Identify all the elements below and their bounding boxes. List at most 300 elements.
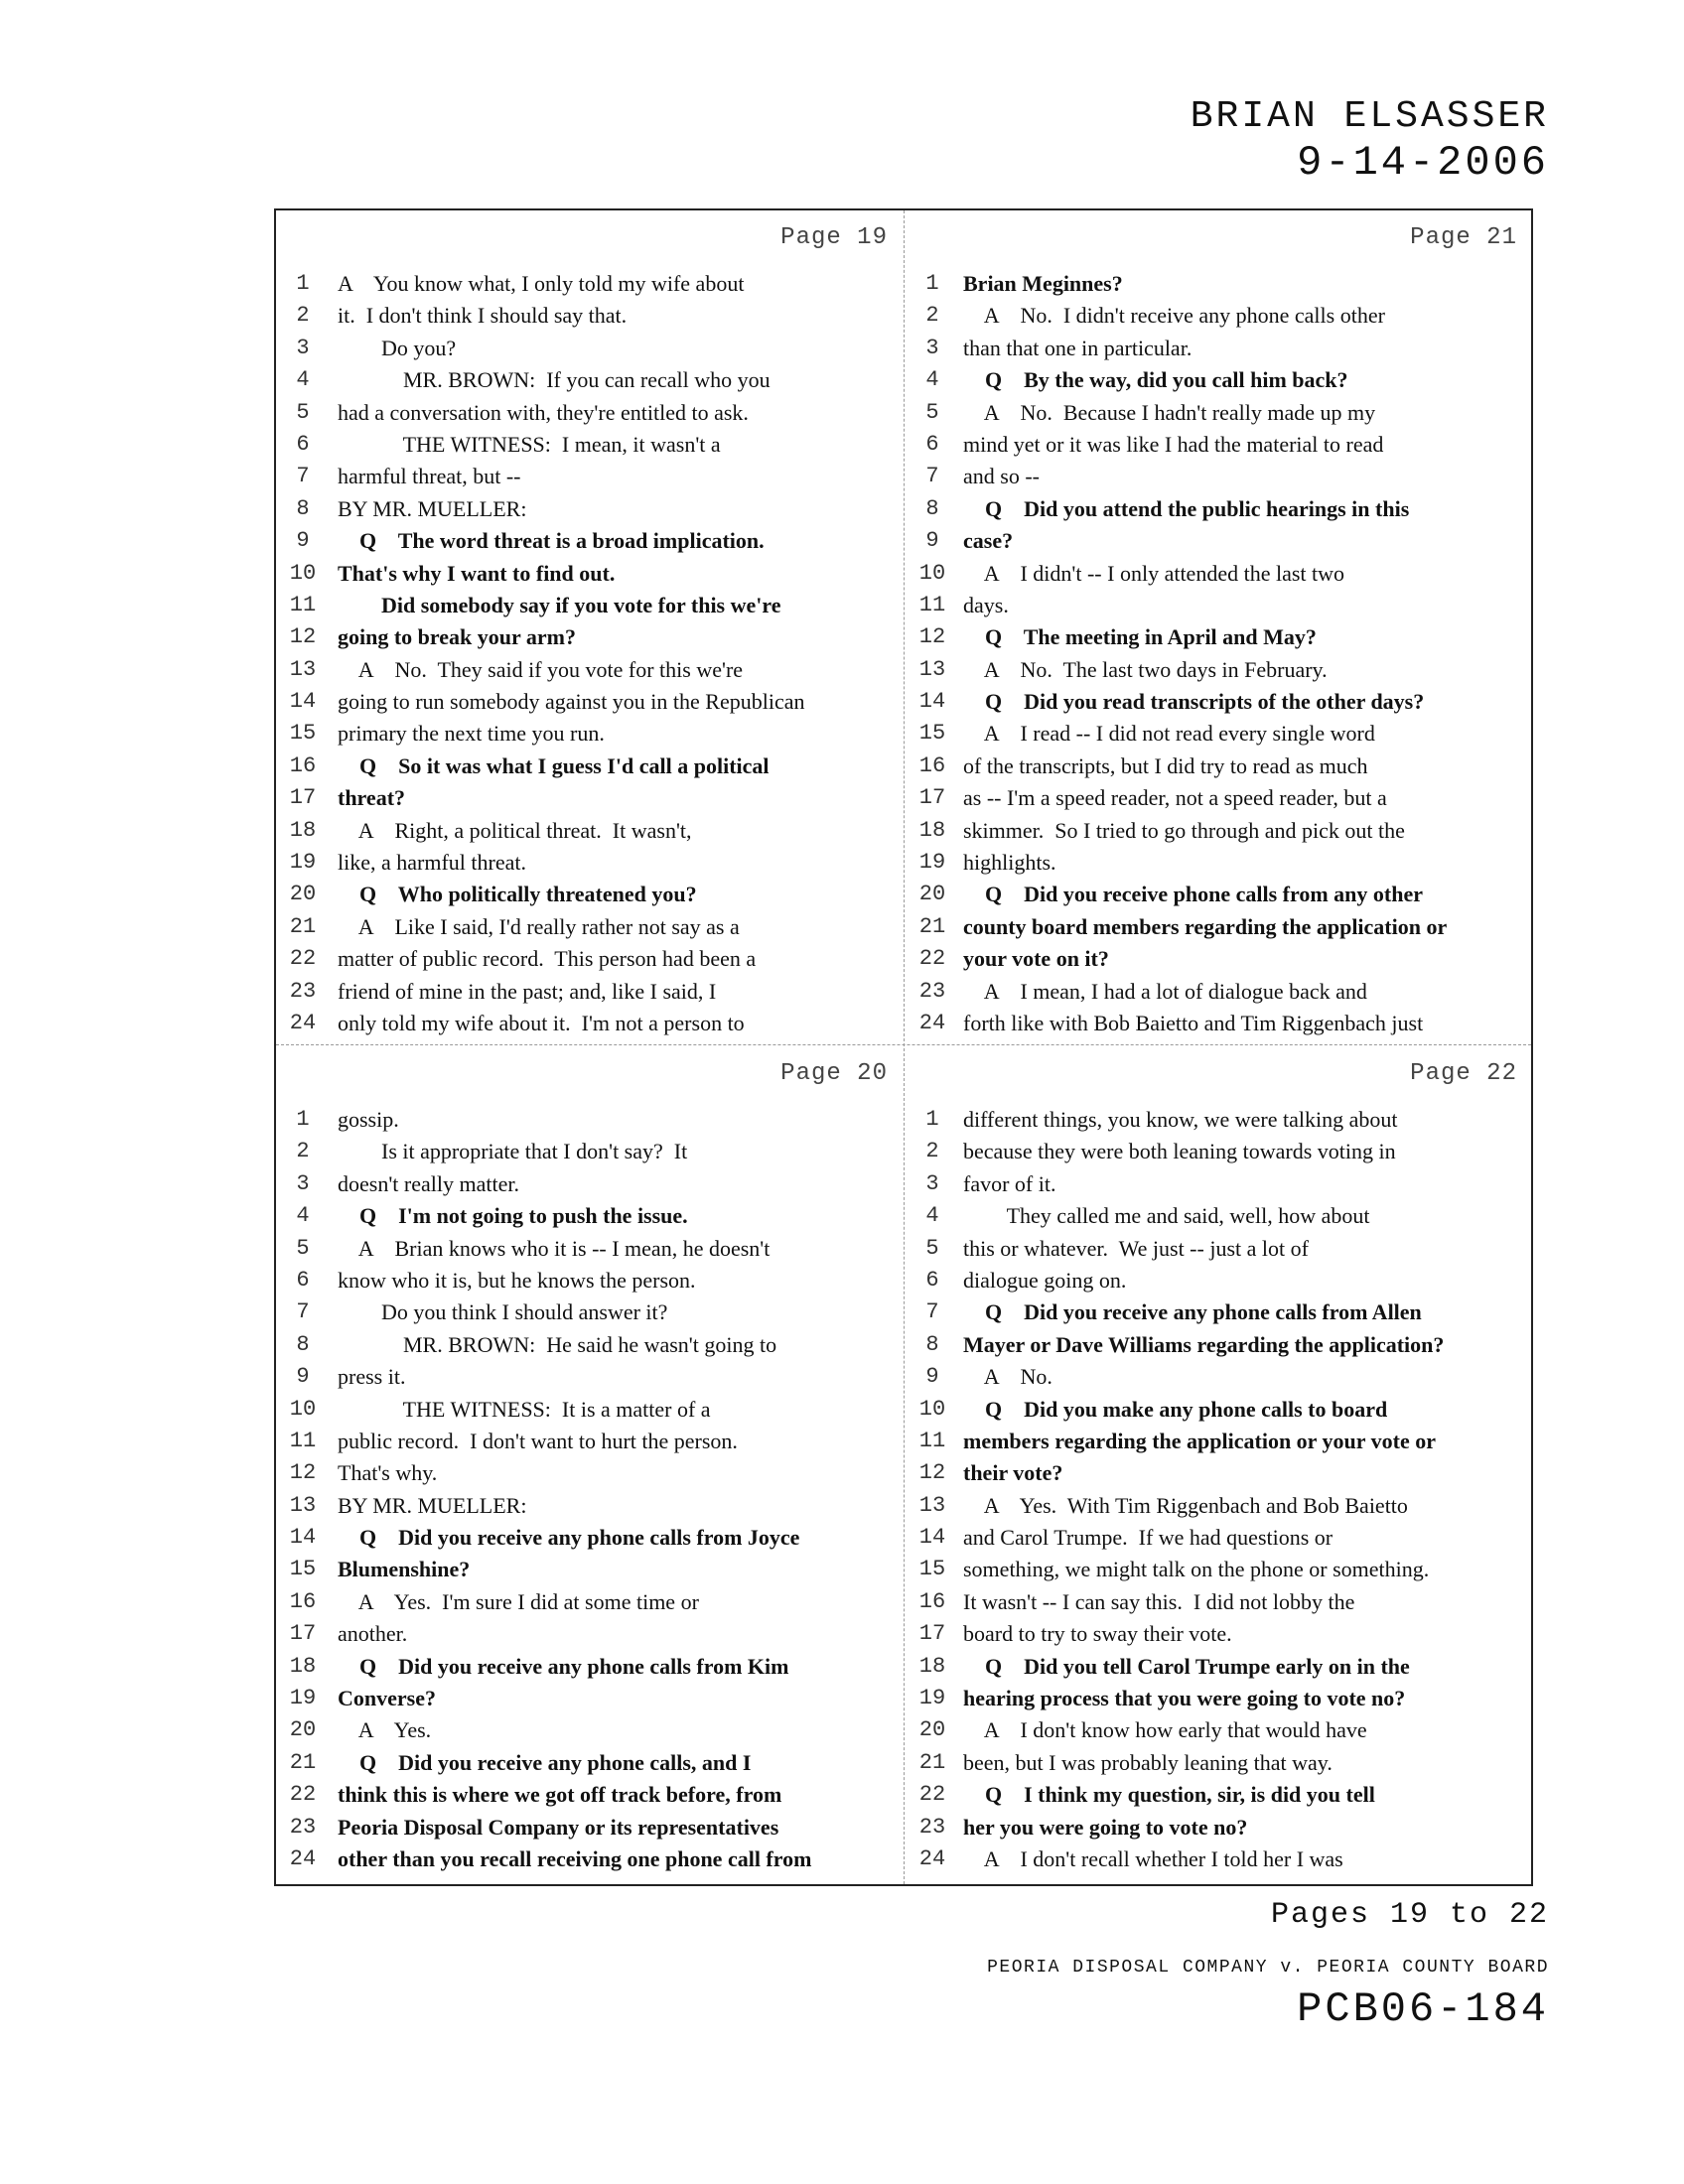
line-text: matter of public record. This person had been a	[338, 946, 757, 972]
line-number: 17	[289, 785, 317, 811]
transcript-line	[276, 1779, 900, 1811]
transcript-line	[906, 879, 1529, 910]
line-number: 22	[289, 1782, 317, 1808]
line-number: 3	[296, 335, 310, 360]
transcript-line	[276, 493, 900, 525]
transcript-line	[276, 1490, 900, 1522]
line-text: harmful threat, but --	[338, 464, 521, 489]
line-number: 16	[918, 752, 946, 778]
line-number: 17	[918, 785, 946, 811]
transcript-line	[276, 558, 900, 590]
line-text: of the transcripts, but I did try to read as much	[963, 752, 1368, 778]
page-number: Page 19	[780, 224, 888, 251]
line-text: and so --	[963, 464, 1040, 489]
line-text: Q I think my question, sir, is did you tell	[963, 1782, 1375, 1808]
line-text: know who it is, but he knows the person.	[338, 1267, 696, 1293]
line-number: 23	[289, 978, 317, 1004]
line-text: A Yes.	[338, 1717, 432, 1743]
line-text: A Brian knows who it is -- I mean, he doesn't	[338, 1235, 771, 1261]
line-number: 5	[925, 1235, 939, 1261]
transcript-line	[906, 525, 1529, 557]
line-number: 11	[289, 592, 317, 617]
line-number: 5	[925, 399, 939, 425]
transcript-line	[906, 911, 1529, 943]
line-text: case?	[963, 528, 1014, 554]
transcript-line	[906, 976, 1529, 1008]
transcript-line	[276, 268, 900, 300]
transcript-line	[906, 847, 1529, 879]
line-text: board to try to sway their vote.	[963, 1621, 1232, 1647]
line-number: 21	[918, 913, 946, 939]
line-text: forth like with Bob Baietto and Tim Riggenbach just	[963, 1010, 1424, 1035]
line-text: A No.	[963, 1364, 1052, 1390]
line-number: 2	[296, 303, 310, 329]
line-number: 12	[918, 624, 946, 650]
transcript-line	[276, 1683, 900, 1714]
line-text: think this is where we got off track before, from	[338, 1782, 782, 1808]
line-text: Q So it was what I guess I'd call a political	[338, 752, 770, 778]
transcript-line	[906, 1812, 1529, 1843]
line-number: 9	[925, 528, 939, 554]
line-text: A I don't know how early that would have	[963, 1717, 1367, 1743]
transcript-line	[906, 300, 1529, 332]
line-text: going to run somebody against you in the Republican	[338, 689, 805, 715]
transcript-line	[906, 1714, 1529, 1746]
line-text: Brian Meginnes?	[963, 271, 1123, 296]
line-text: Mayer or Dave Williams regarding the application?	[963, 1331, 1445, 1357]
line-text: doesn't really matter.	[338, 1170, 519, 1196]
line-number: 24	[289, 1845, 317, 1871]
line-number: 19	[289, 850, 317, 876]
transcript-line	[276, 686, 900, 718]
transcript-line	[276, 364, 900, 396]
line-number: 7	[925, 464, 939, 489]
line-number: 13	[289, 656, 317, 682]
line-number: 17	[918, 1621, 946, 1647]
line-number: 6	[296, 431, 310, 457]
line-text: their vote?	[963, 1460, 1063, 1486]
transcript-line	[906, 397, 1529, 429]
transcript-line	[906, 782, 1529, 814]
line-number: 9	[296, 528, 310, 554]
transcript-line	[276, 1361, 900, 1393]
transcript-line	[276, 1714, 900, 1746]
line-number: 16	[918, 1588, 946, 1614]
line-text: Converse?	[338, 1686, 436, 1711]
transcript-line	[276, 1522, 900, 1554]
line-number: 15	[918, 1557, 946, 1582]
line-text: it. I don't think I should say that.	[338, 303, 628, 329]
line-text: than that one in particular.	[963, 335, 1193, 360]
transcript-line	[276, 397, 900, 429]
line-text: Q Did you tell Carol Trumpe early on in the	[963, 1653, 1410, 1679]
transcript-line	[906, 1457, 1529, 1489]
transcript-line	[906, 943, 1529, 975]
line-text: A No. Because I hadn't really made up my	[963, 399, 1376, 425]
transcript-line	[906, 1297, 1529, 1328]
line-number: 20	[918, 882, 946, 907]
line-text: only told my wife about it. I'm not a person to	[338, 1010, 745, 1035]
line-number: 18	[289, 1653, 317, 1679]
line-number: 20	[289, 882, 317, 907]
transcript-line	[906, 558, 1529, 590]
transcript-line	[276, 1747, 900, 1779]
line-number: 4	[925, 1203, 939, 1229]
transcript-line	[906, 364, 1529, 396]
transcript-line	[276, 911, 900, 943]
line-number: 5	[296, 399, 310, 425]
line-text: THE WITNESS: It is a matter of a	[338, 1396, 711, 1422]
line-text: A Like I said, I'd really rather not say as a	[338, 913, 740, 939]
line-text: county board members regarding the application or	[963, 913, 1448, 939]
transcript-line	[906, 333, 1529, 364]
line-number: 24	[918, 1845, 946, 1871]
line-text: A You know what, I only told my wife about	[338, 271, 745, 296]
line-text: MR. BROWN: If you can recall who you	[338, 367, 771, 393]
transcript-line	[906, 1329, 1529, 1361]
transcript-line	[906, 1779, 1529, 1811]
transcript-line	[276, 1265, 900, 1297]
line-number: 6	[925, 1267, 939, 1293]
line-text: Q I'm not going to push the issue.	[338, 1203, 688, 1229]
transcript-line	[906, 686, 1529, 718]
line-number: 8	[925, 1331, 939, 1357]
line-number: 12	[289, 1460, 317, 1486]
transcript-line	[906, 1747, 1529, 1779]
line-text: Q Who politically threatened you?	[338, 882, 697, 907]
transcript-page-20	[276, 1046, 906, 1880]
line-text: Q Did you make any phone calls to board	[963, 1396, 1388, 1422]
transcript-line	[906, 654, 1529, 686]
line-number: 21	[289, 913, 317, 939]
transcript-line	[276, 879, 900, 910]
transcript-line	[906, 1651, 1529, 1683]
line-number: 21	[289, 1749, 317, 1775]
line-text: MR. BROWN: He said he wasn't going to	[338, 1331, 777, 1357]
transcript-line	[906, 1361, 1529, 1393]
line-number: 1	[925, 1107, 939, 1132]
line-number: 7	[296, 1299, 310, 1325]
transcript-line	[276, 333, 900, 364]
line-text: A I didn't -- I only attended the last two	[963, 560, 1345, 586]
line-number: 1	[925, 271, 939, 296]
transcript-line	[276, 943, 900, 975]
transcript-line	[276, 1554, 900, 1585]
line-text: days.	[963, 592, 1009, 617]
transcript-line	[906, 590, 1529, 621]
line-text: Q The word threat is a broad implication.	[338, 528, 765, 554]
line-number: 3	[925, 335, 939, 360]
transcript-line	[276, 847, 900, 879]
line-number: 1	[296, 1107, 310, 1132]
line-text: BY MR. MUELLER:	[338, 495, 527, 521]
line-text: dialogue going on.	[963, 1267, 1127, 1293]
line-number: 10	[918, 1396, 946, 1422]
line-text: Q Did you read transcripts of the other days?	[963, 689, 1425, 715]
line-text: They called me and said, well, how about	[963, 1203, 1370, 1229]
line-text: A I don't recall whether I told her I was	[963, 1845, 1343, 1871]
line-number: 5	[296, 1235, 310, 1261]
line-text: A No. I didn't receive any phone calls other	[963, 303, 1385, 329]
transcript-page-19	[276, 210, 906, 1044]
line-text: A Yes. I'm sure I did at some time or	[338, 1588, 699, 1614]
line-number: 24	[918, 1010, 946, 1035]
transcript-line	[276, 1200, 900, 1232]
line-number: 24	[289, 1010, 317, 1035]
transcript-line	[276, 1426, 900, 1457]
transcript-line	[276, 815, 900, 847]
line-text: Q The meeting in April and May?	[963, 624, 1317, 650]
transcript-line	[906, 751, 1529, 782]
line-text: Peoria Disposal Company or its representatives	[338, 1814, 779, 1840]
line-number: 17	[289, 1621, 317, 1647]
line-number: 22	[289, 946, 317, 972]
transcript-line	[276, 1329, 900, 1361]
line-text: A I mean, I had a lot of dialogue back and	[963, 978, 1367, 1004]
line-text: That's why I want to find out.	[338, 560, 616, 586]
transcript-grid	[274, 208, 1533, 1886]
transcript-line	[276, 1618, 900, 1650]
transcript-line	[906, 1586, 1529, 1618]
transcript-line	[276, 429, 900, 461]
line-text: A I read -- I did not read every single word	[963, 721, 1375, 747]
line-number: 15	[289, 1557, 317, 1582]
line-number: 4	[296, 1203, 310, 1229]
line-text: because they were both leaning towards voting in	[963, 1139, 1396, 1164]
line-text: Q Did you attend the public hearings in this	[963, 495, 1410, 521]
line-text: something, we might talk on the phone or something.	[963, 1557, 1430, 1582]
line-number: 4	[296, 367, 310, 393]
transcript-line	[906, 268, 1529, 300]
line-text: as -- I'm a speed reader, not a speed reader, but a	[963, 785, 1387, 811]
transcript-line	[276, 654, 900, 686]
line-text: A Yes. With Tim Riggenbach and Bob Baietto	[963, 1492, 1408, 1518]
line-text: gossip.	[338, 1107, 399, 1132]
line-number: 23	[289, 1814, 317, 1840]
transcript-line	[276, 525, 900, 557]
page-lines	[276, 268, 900, 1039]
transcript-line	[276, 782, 900, 814]
line-text: Q Did you receive any phone calls from Allen	[963, 1299, 1422, 1325]
line-text: A Right, a political threat. It wasn't,	[338, 817, 692, 843]
line-text: going to break your arm?	[338, 624, 576, 650]
transcript-line	[906, 621, 1529, 653]
transcript-line	[276, 1008, 900, 1039]
transcript-line	[906, 1233, 1529, 1265]
transcript-line	[276, 300, 900, 332]
line-number: 11	[289, 1428, 317, 1453]
line-number: 8	[925, 495, 939, 521]
line-text: like, a harmful threat.	[338, 850, 526, 876]
line-text: Q By the way, did you call him back?	[963, 367, 1348, 393]
line-number: 6	[925, 431, 939, 457]
line-number: 2	[296, 1139, 310, 1164]
transcript-line	[906, 1426, 1529, 1457]
transcript-line	[906, 1265, 1529, 1297]
line-number: 15	[918, 721, 946, 747]
line-number: 22	[918, 1782, 946, 1808]
transcript-line	[906, 1394, 1529, 1426]
transcript-line	[906, 1008, 1529, 1039]
line-text: highlights.	[963, 850, 1056, 876]
line-text: favor of it.	[963, 1170, 1056, 1196]
line-number: 19	[918, 1686, 946, 1711]
line-number: 10	[289, 560, 317, 586]
transcript-line	[276, 461, 900, 492]
line-number: 3	[925, 1170, 939, 1196]
transcript-line	[906, 1104, 1529, 1136]
line-number: 13	[918, 656, 946, 682]
transcript-line	[276, 1297, 900, 1328]
transcript-line	[276, 590, 900, 621]
line-number: 12	[918, 1460, 946, 1486]
line-text: Did somebody say if you vote for this we're	[338, 592, 781, 617]
line-text: this or whatever. We just -- just a lot of	[963, 1235, 1309, 1261]
line-number: 16	[289, 1588, 317, 1614]
case-caption: PEORIA DISPOSAL COMPANY v. PEORIA COUNTY BOARD	[987, 1958, 1549, 1978]
line-number: 1	[296, 271, 310, 296]
pages-range-label: Pages 19 to 22	[1270, 1898, 1549, 1932]
transcript-line	[906, 1843, 1529, 1875]
transcript-page-22	[906, 1046, 1535, 1880]
transcript-line	[276, 976, 900, 1008]
deposition-date: 9-14-2006	[1297, 139, 1549, 187]
line-text: friend of mine in the past; and, like I said, I	[338, 978, 717, 1004]
line-number: 7	[925, 1299, 939, 1325]
line-text: Q Did you receive any phone calls from Kim	[338, 1653, 789, 1679]
line-text: primary the next time you run.	[338, 721, 605, 747]
witness-name: BRIAN ELSASSER	[1190, 95, 1549, 138]
line-text: members regarding the application or your vote or	[963, 1428, 1437, 1453]
line-number: 10	[289, 1396, 317, 1422]
line-number: 19	[289, 1686, 317, 1711]
line-text: BY MR. MUELLER:	[338, 1492, 527, 1518]
line-text: different things, you know, we were talking about	[963, 1107, 1398, 1132]
line-number: 2	[925, 1139, 939, 1164]
line-text: another.	[338, 1621, 408, 1647]
line-text: Is it appropriate that I don't say? It	[338, 1139, 688, 1164]
line-text: It wasn't -- I can say this. I did not lobby the	[963, 1588, 1355, 1614]
line-number: 20	[918, 1717, 946, 1743]
transcript-line	[906, 1200, 1529, 1232]
transcript-line	[276, 1168, 900, 1200]
line-number: 23	[918, 978, 946, 1004]
transcript-line	[906, 1136, 1529, 1167]
transcript-page-21	[906, 210, 1535, 1044]
transcript-line	[276, 1136, 900, 1167]
line-number: 13	[918, 1492, 946, 1518]
page-lines	[276, 1104, 900, 1875]
line-number: 15	[289, 721, 317, 747]
transcript-line	[906, 429, 1529, 461]
line-number: 13	[289, 1492, 317, 1518]
transcript-line	[276, 718, 900, 750]
line-text: Blumenshine?	[338, 1557, 471, 1582]
line-text: been, but I was probably leaning that way.	[963, 1749, 1333, 1775]
line-text: and Carol Trumpe. If we had questions or	[963, 1525, 1333, 1551]
line-number: 6	[296, 1267, 310, 1293]
transcript-line	[906, 1683, 1529, 1714]
transcript-line	[906, 461, 1529, 492]
line-number: 18	[289, 817, 317, 843]
transcript-line	[906, 718, 1529, 750]
line-number: 19	[918, 850, 946, 876]
page-number: Page 22	[1410, 1060, 1517, 1087]
transcript-line	[276, 1843, 900, 1875]
line-text: Q Did you receive phone calls from any other	[963, 882, 1423, 907]
page-lines	[906, 1104, 1529, 1875]
transcript-line	[906, 1490, 1529, 1522]
line-text: press it.	[338, 1364, 406, 1390]
transcript-line	[276, 1457, 900, 1489]
line-number: 3	[296, 1170, 310, 1196]
line-text: Q Did you receive any phone calls, and I	[338, 1749, 752, 1775]
transcript-line	[276, 1233, 900, 1265]
line-number: 8	[296, 1331, 310, 1357]
transcript-line	[276, 1586, 900, 1618]
line-number: 4	[925, 367, 939, 393]
line-number: 7	[296, 464, 310, 489]
line-number: 14	[918, 1525, 946, 1551]
transcript-line	[906, 1522, 1529, 1554]
line-number: 10	[918, 560, 946, 586]
line-number: 14	[289, 689, 317, 715]
line-number: 8	[296, 495, 310, 521]
transcript-line	[906, 493, 1529, 525]
line-number: 18	[918, 1653, 946, 1679]
line-number: 12	[289, 624, 317, 650]
line-text: public record. I don't want to hurt the person.	[338, 1428, 738, 1453]
line-text: Q Did you receive any phone calls from Joyce	[338, 1525, 800, 1551]
page-number: Page 20	[780, 1060, 888, 1087]
transcript-line	[276, 751, 900, 782]
line-number: 18	[918, 817, 946, 843]
row-divider	[276, 1044, 1531, 1045]
page-lines	[906, 268, 1529, 1039]
transcript-line	[276, 1812, 900, 1843]
transcript-line	[276, 621, 900, 653]
line-text: Do you?	[338, 335, 457, 360]
line-text: her you were going to vote no?	[963, 1814, 1248, 1840]
line-number: 22	[918, 946, 946, 972]
line-number: 20	[289, 1717, 317, 1743]
line-number: 16	[289, 752, 317, 778]
transcript-line	[906, 1554, 1529, 1585]
transcript-line	[276, 1104, 900, 1136]
line-text: threat?	[338, 785, 406, 811]
line-text: hearing process that you were going to vote no?	[963, 1686, 1406, 1711]
page-number: Page 21	[1410, 224, 1517, 251]
transcript-line	[276, 1651, 900, 1683]
transcript-line	[276, 1394, 900, 1426]
line-text: That's why.	[338, 1460, 438, 1486]
line-text: your vote on it?	[963, 946, 1109, 972]
transcript-line	[906, 815, 1529, 847]
line-number: 2	[925, 303, 939, 329]
line-text: Do you think I should answer it?	[338, 1299, 668, 1325]
case-number: PCB06-184	[1297, 1985, 1549, 2033]
line-text: A No. The last two days in February.	[963, 656, 1328, 682]
transcript-line	[906, 1168, 1529, 1200]
line-text: skimmer. So I tried to go through and pick out the	[963, 817, 1405, 843]
line-text: A No. They said if you vote for this we're	[338, 656, 744, 682]
line-number: 21	[918, 1749, 946, 1775]
line-number: 14	[289, 1525, 317, 1551]
line-number: 11	[918, 592, 946, 617]
line-number: 11	[918, 1428, 946, 1453]
line-number: 14	[918, 689, 946, 715]
line-number: 9	[925, 1364, 939, 1390]
